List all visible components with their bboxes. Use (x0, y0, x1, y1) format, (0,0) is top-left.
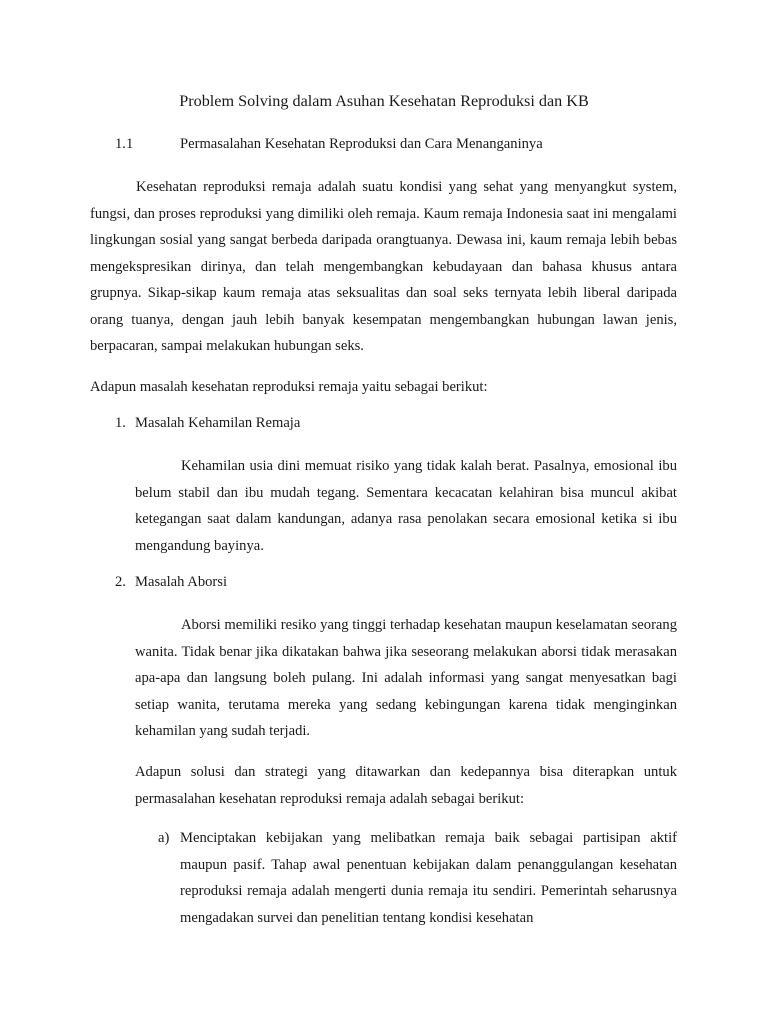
list-item-number: 2. (115, 574, 126, 590)
list-item-number: 1. (115, 415, 126, 431)
list-item-title: Masalah Kehamilan Remaja (135, 415, 301, 431)
list-item-body: Aborsi memiliki resiko yang tinggi terhadap kesehatan maupun keselamatan seorang wanita. Tidak benar jika dikatakan bahwa jika seseorang melakukan aborsi tidak merasakan apa-apa dan langsung boleh pulang. Ini adalah informasi yang sangat menyesatkan bagi setiap wanita, terutama mereka yang sedang kebingungan karena tidak menginginkan kehamilan yang sudah terjadi. (135, 617, 677, 739)
sub-item-body: Menciptakan kebijakan yang melibatkan remaja baik sebagai partisipan aktif maupun pasif. Tahap awal penentuan kebijakan dalam penanggulangan kesehatan reproduksi remaja adalah mengerti dunia remaja itu sendiri. Pemerintah seharusnya mengadakan survei dan penelitian tentang kondisi kesehatan (180, 830, 677, 926)
section-title: Permasalahan Kesehatan Reproduksi dan Cara Menanganinya (180, 136, 543, 152)
sub-item-label: a) (158, 830, 170, 846)
problems-intro-paragraph: Adapun masalah kesehatan reproduksi remaja yaitu sebagai berikut: (90, 379, 488, 395)
document-title: Problem Solving dalam Asuhan Kesehatan Reproduksi dan KB (179, 92, 589, 110)
list-item-body: Kehamilan usia dini memuat risiko yang tidak kalah berat. Pasalnya, emosional ibu belum stabil dan ibu mudah tegang. Sementara kecacatan kelahiran bisa muncul akibat ketegangan saat dalam kandungan, adanya rasa penolakan secara emosional ketika si ibu mengandung bayinya. (135, 458, 677, 554)
section-number: 1.1 (115, 136, 134, 152)
solutions-intro-paragraph: Adapun solusi dan strategi yang ditawarkan dan kedepannya bisa diterapkan untuk permasalahan kesehatan reproduksi remaja adalah sebagai berikut: (135, 764, 677, 807)
intro-paragraph: Kesehatan reproduksi remaja adalah suatu kondisi yang sehat yang menyangkut system, fungsi, dan proses reproduksi yang dimiliki oleh remaja. Kaum remaja Indonesia saat ini mengalami lingkungan sosial yang sangat berbeda daripada orangtuanya. Dewasa ini, kaum remaja lebih bebas mengekspresikan dirinya, dan telah mengembangkan kebudayaan dan bahasa khusus antara grupnya. Sikap-sikap kaum remaja atas seksualitas dan soal seks ternyata lebih liberal daripada orang tuanya, dengan jauh lebih banyak kesempatan mengembangkan hubungan lawan jenis, berpacaran, sampai melakukan hubungan seks. (90, 179, 677, 354)
list-item-title: Masalah Aborsi (135, 574, 228, 590)
